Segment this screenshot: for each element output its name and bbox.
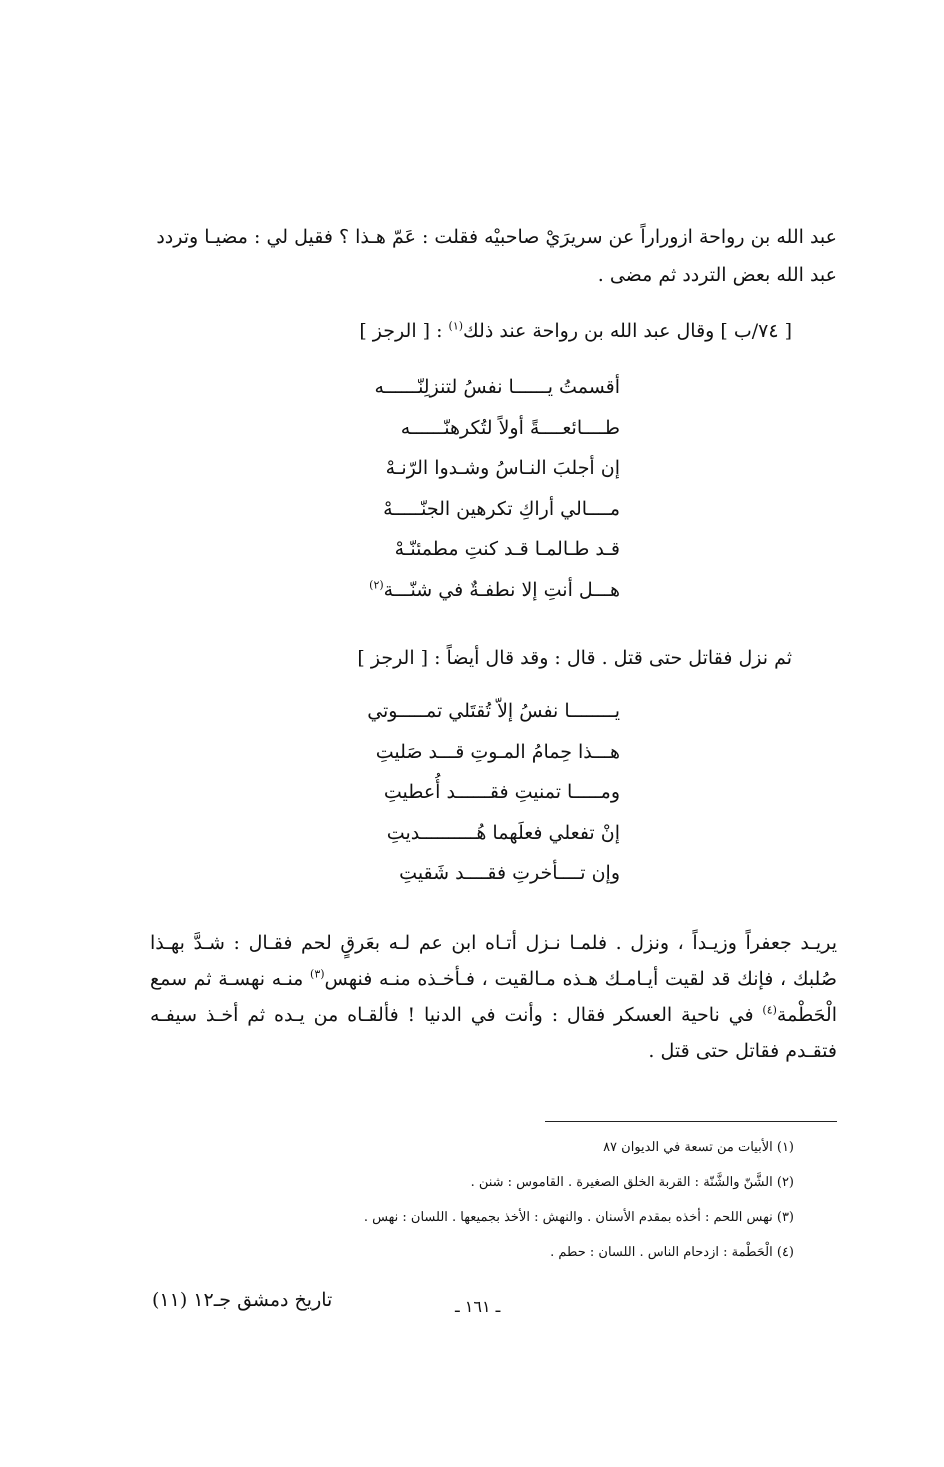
poem2-verses — [367, 691, 620, 894]
footnote-ref-1: (١) — [448, 319, 464, 333]
poem1-heading-main: [ ٧٤/ب ] وقال عبد الله بن رواحة عند ذلك — [463, 320, 792, 342]
poem1-heading — [359, 316, 792, 346]
poem2-verse-5: وإن تــــأخرتِ فقــــد شَقيتِ — [399, 862, 620, 885]
footnote-ref-3: (٣) — [310, 967, 325, 981]
intro-line-1: عبد الله بن رواحة ازوراراً عن سريرَيْ صاحبيْه فقلت : عَمّ هـذا ؟ فقيل لي : مضيـا وتردد — [156, 226, 837, 248]
poem1-verse-1: أقسمتُ يــــــا نفسُ لتنزلِنّــــــه — [374, 376, 620, 398]
poem2-heading: ثم نزل فقاتل حتى قتل . قال : وقد قال أيضاً : [ الرجز ] — [357, 647, 792, 669]
paragraph-part-1: يريـد جعفراً وزيـداً ، ونزل . فلمـا نـزل أتـاه ابن عم لـه بعَرقٍ لحم فقـال : شـدَّ بهـذا صُلبك ، فإنك قد لقيت أيـامـك هـذه مـالقيت ، فـأخـذه منـه فنهس — [150, 932, 837, 990]
footnote-4: (٤) الْحَطْمة : ازدحام الناس . اللسان : حطم . — [550, 1245, 794, 1260]
poem1-verse-2: طــــائعــــةً أولاً لتُكرهنّــــــه — [400, 416, 620, 439]
footnote-ref-2: (٢) — [369, 578, 384, 592]
poem2-verse-3: ومـــــا تمنيتِ فقــــــد أُعطيتِ — [383, 781, 620, 804]
poem1-verse-4: مــــالي أراكِ تكرهين الجنّـــــهْ — [383, 497, 620, 520]
poem1-verse-6-text: هـــل أنتِ إلا نطفـةٌ في شنّـــة — [383, 578, 620, 601]
page-number: ـ ١٦١ ـ — [455, 1297, 501, 1316]
poem1-verses — [369, 367, 620, 611]
poem2-verse-2: هـــذا حِمامُ المـوتِ قـــد صَليتِ — [375, 740, 620, 763]
footnote-3: (٣) نهس اللحم : أخذه بمقدم الأسنان . والنهش : الأخذ بجميعها . اللسان : نهس . — [363, 1210, 794, 1225]
body-paragraph-text — [150, 925, 837, 1069]
poem1-heading-meter: : [ الرجز ] — [359, 320, 449, 342]
body-paragraph — [150, 925, 837, 1069]
footnote-2: (٢) الشَّنّ والشَّنّة : القربة الخلق الصغيرة . القاموس : شنن . — [470, 1175, 794, 1190]
footnote-ref-4: (٤) — [762, 1003, 777, 1017]
poem1-verse-3: إن أجلبَ النـاسُ وشـدوا الرّنـهْ — [385, 457, 620, 480]
footnote-separator — [545, 1121, 837, 1122]
footnotes — [364, 1130, 794, 1270]
footnote-1: (١) الأبيات من تسعة في الديوان ٨٧ — [603, 1140, 794, 1155]
poem1-verse-6 — [369, 570, 620, 611]
book-title-footer: تاريخ دمشق جـ١٢ (١١) — [152, 1289, 333, 1311]
poem2-verse-4: إنْ تفعلي فعلَهما هُــــــــــديتِ — [386, 821, 620, 844]
poem1-verse-5: قـد طـالمـا قـد كنتِ مطمئنّـهْ — [394, 538, 620, 561]
paragraph-part-3: في ناحية العسكر فقال : وأنت في الدنيا ! فألقـاه من يـده ثم أخـذ سيفـه فتقـدم فقاتل حتى قتل . — [150, 1004, 837, 1062]
poem2-verse-1: يــــــــا نفسُ إلاّ تُقتَلي تمـــــوتي — [367, 700, 620, 722]
intro-line-2: عبد الله بعض التردد ثم مضى . — [597, 264, 837, 286]
paragraph-part-2: منـه نهسـة ثم سمع الْحَطْمة — [150, 968, 837, 1026]
